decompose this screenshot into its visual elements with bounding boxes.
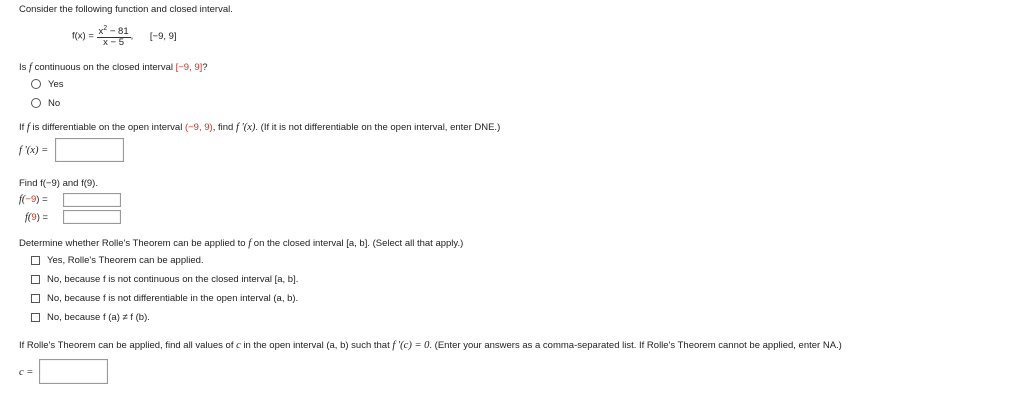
q1-prompt: Is f continuous on the closed interval [−9, 9]?	[19, 62, 208, 73]
q1-option-yes[interactable]: Yes	[31, 79, 64, 90]
q4-option-yes[interactable]: Yes, Rolle's Theorem can be applied.	[31, 255, 204, 266]
derivative-input[interactable]	[55, 138, 124, 162]
function-denominator: x − 5	[103, 37, 125, 49]
c-values-input[interactable]	[39, 359, 108, 384]
checkbox-icon[interactable]	[31, 256, 40, 265]
q3-prompt: Find f(−9) and f(9).	[19, 178, 98, 189]
q4-option-not-differentiable[interactable]: No, because f is not differentiable in the open interval (a, b).	[31, 293, 298, 304]
function-numerator: $x^2 - 81$	[98, 25, 129, 38]
q4-option-not-continuous[interactable]: No, because f is not continuous on the closed interval [a, b].	[31, 274, 298, 285]
intro-text: Consider the following function and closed interval.	[19, 4, 233, 15]
function-lhs: f(x) =	[72, 30, 94, 42]
q4-option-fa-neq-fb[interactable]: No, because f (a) ≠ f (b).	[31, 312, 150, 323]
f-neg9-input[interactable]	[63, 193, 121, 207]
function-interval: [−9, 9]	[149, 30, 177, 42]
q5-prompt: If Rolle's Theorem can be applied, find all values of c in the open interval (a, b) such that f '(c) = 0. (Enter your answers as a comma-separated list. If Rolle's Theorem cannot be applied, enter NA.)	[19, 340, 842, 351]
radio-icon[interactable]	[31, 98, 41, 108]
checkbox-icon[interactable]	[31, 294, 40, 303]
radio-icon[interactable]	[31, 79, 41, 89]
q2-interval: (−9, 9)	[184, 122, 213, 133]
checkbox-icon[interactable]	[31, 313, 40, 322]
function-definition: f(x) = $\frac{x^2 - 81}{x - 5}$ , [−9, 9]	[72, 25, 177, 49]
q4-prompt: Determine whether Rolle's Theorem can be applied to f on the closed interval [a, b]. (Select all that apply.)	[19, 238, 464, 249]
f-9-input[interactable]	[63, 210, 121, 224]
f-9-label: f(9) =	[25, 212, 49, 223]
q2-prompt: If f is differentiable on the open interval (−9, 9), find f '(x). (If it is not differentiable on the open interval, enter DNE.)	[19, 122, 501, 133]
q1-interval: [−9, 9]	[175, 62, 203, 73]
function-fraction	[97, 24, 131, 48]
c-answer-label: c =	[19, 367, 34, 378]
q2-answer-label: f '(x) =	[19, 145, 49, 156]
q1-option-no[interactable]: No	[31, 98, 60, 109]
f-neg9-label: f(−9) =	[19, 194, 48, 205]
checkbox-icon[interactable]	[31, 275, 40, 284]
